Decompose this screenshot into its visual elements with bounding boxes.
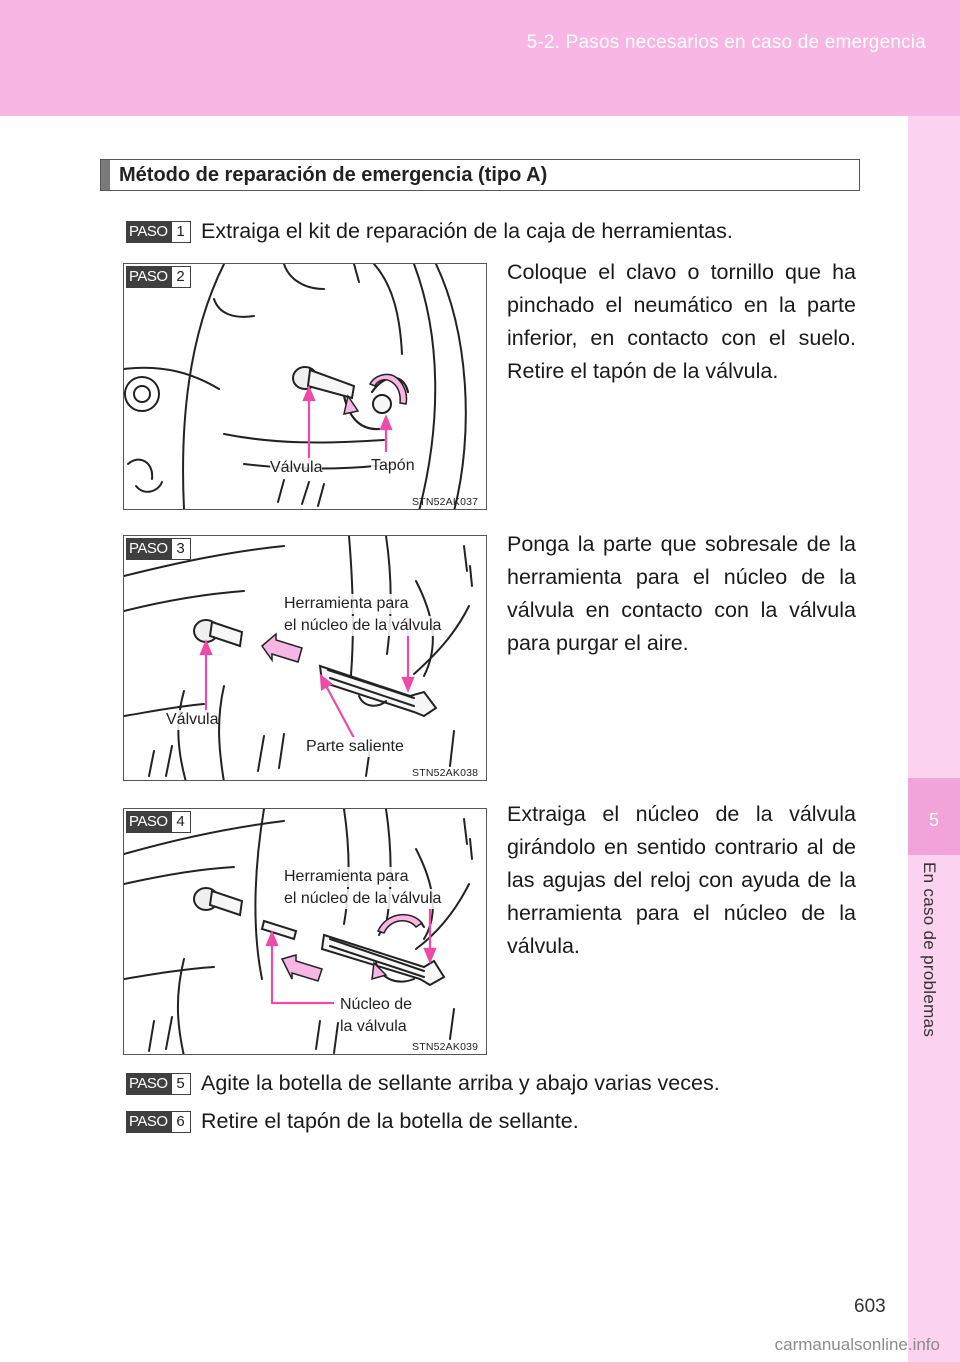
step-number: 4: [171, 811, 191, 833]
label-tool-line-2: el núcleo de la válvula: [284, 617, 442, 634]
step-word: PASO: [126, 221, 171, 243]
section-header: [100, 159, 860, 191]
header-band: [0, 0, 960, 116]
step-badge-5: [126, 1073, 191, 1095]
step-4-text: Extraiga el núcleo de la válvula girándolo en sentido contrario al de las agujas del reloj con ayuda de la herramienta para el núcleo de la válvula.: [507, 802, 856, 958]
step-word: PASO: [126, 1111, 171, 1133]
figure-code: STN52AK039: [412, 1041, 479, 1053]
step-number: 1: [171, 221, 191, 243]
step-6-text: Retire el tapón de la botella de sellante.: [201, 1109, 579, 1133]
label-valve: Válvula: [270, 459, 323, 476]
valve-core-removal-illustration: [124, 809, 487, 1055]
figure-step-2: [123, 263, 487, 510]
step-2-text: Coloque el clavo o tornillo que ha pinchado el neumático en la parte inferior, en contacto con el suelo. Retire el tapón de la válvula.: [507, 260, 856, 383]
label-tool-line-2: el núcleo de la válvula: [284, 890, 442, 907]
figure-step-3: [123, 535, 487, 781]
label-core-line-1: Núcleo de: [340, 996, 413, 1013]
running-header: 5-2. Pasos necesarios en caso de emergencia: [526, 32, 926, 53]
section-title: Método de reparación de emergencia (tipo A): [119, 164, 548, 186]
step-badge-4: [126, 811, 191, 833]
step-badge-1: [126, 221, 191, 243]
step-number: 6: [171, 1111, 191, 1133]
step-number: 3: [171, 538, 191, 560]
step-3-text: Ponga la parte que sobresale de la herramienta para el núcleo de la válvula en contacto con la válvula para purgar el aire.: [507, 532, 856, 655]
step-word: PASO: [126, 811, 171, 833]
step-number: 5: [171, 1073, 191, 1095]
step-word: PASO: [126, 266, 171, 288]
figure-code: STN52AK037: [412, 496, 479, 508]
step-badge-3: [126, 538, 191, 560]
watermark[interactable]: carmanualsonline.info: [774, 1335, 940, 1354]
label-tool-line-1: Herramienta para: [284, 868, 409, 885]
figure-step-4: [123, 808, 487, 1055]
label-valve: Válvula: [166, 711, 219, 728]
page-number: 603: [854, 1296, 886, 1317]
label-tool-line-1: Herramienta para: [284, 595, 409, 612]
chapter-label: En caso de problemas: [920, 862, 939, 1038]
section-header-bar: [101, 160, 110, 190]
side-band: [908, 116, 960, 1362]
label-protrusion: Parte saliente: [306, 738, 404, 755]
figure-code: STN52AK038: [412, 767, 479, 779]
step-5-text: Agite la botella de sellante arriba y abajo varias veces.: [201, 1071, 720, 1095]
step-1-text: Extraiga el kit de reparación de la caja de herramientas.: [201, 219, 733, 243]
step-badge-6: [126, 1111, 191, 1133]
chapter-number: 5: [928, 810, 939, 830]
step-number: 2: [171, 266, 191, 288]
label-core-line-2: la válvula: [340, 1018, 407, 1035]
step-word: PASO: [126, 1073, 171, 1095]
step-word: PASO: [126, 538, 171, 560]
label-cap: Tapón: [371, 457, 415, 474]
step-badge-2: [126, 266, 191, 288]
